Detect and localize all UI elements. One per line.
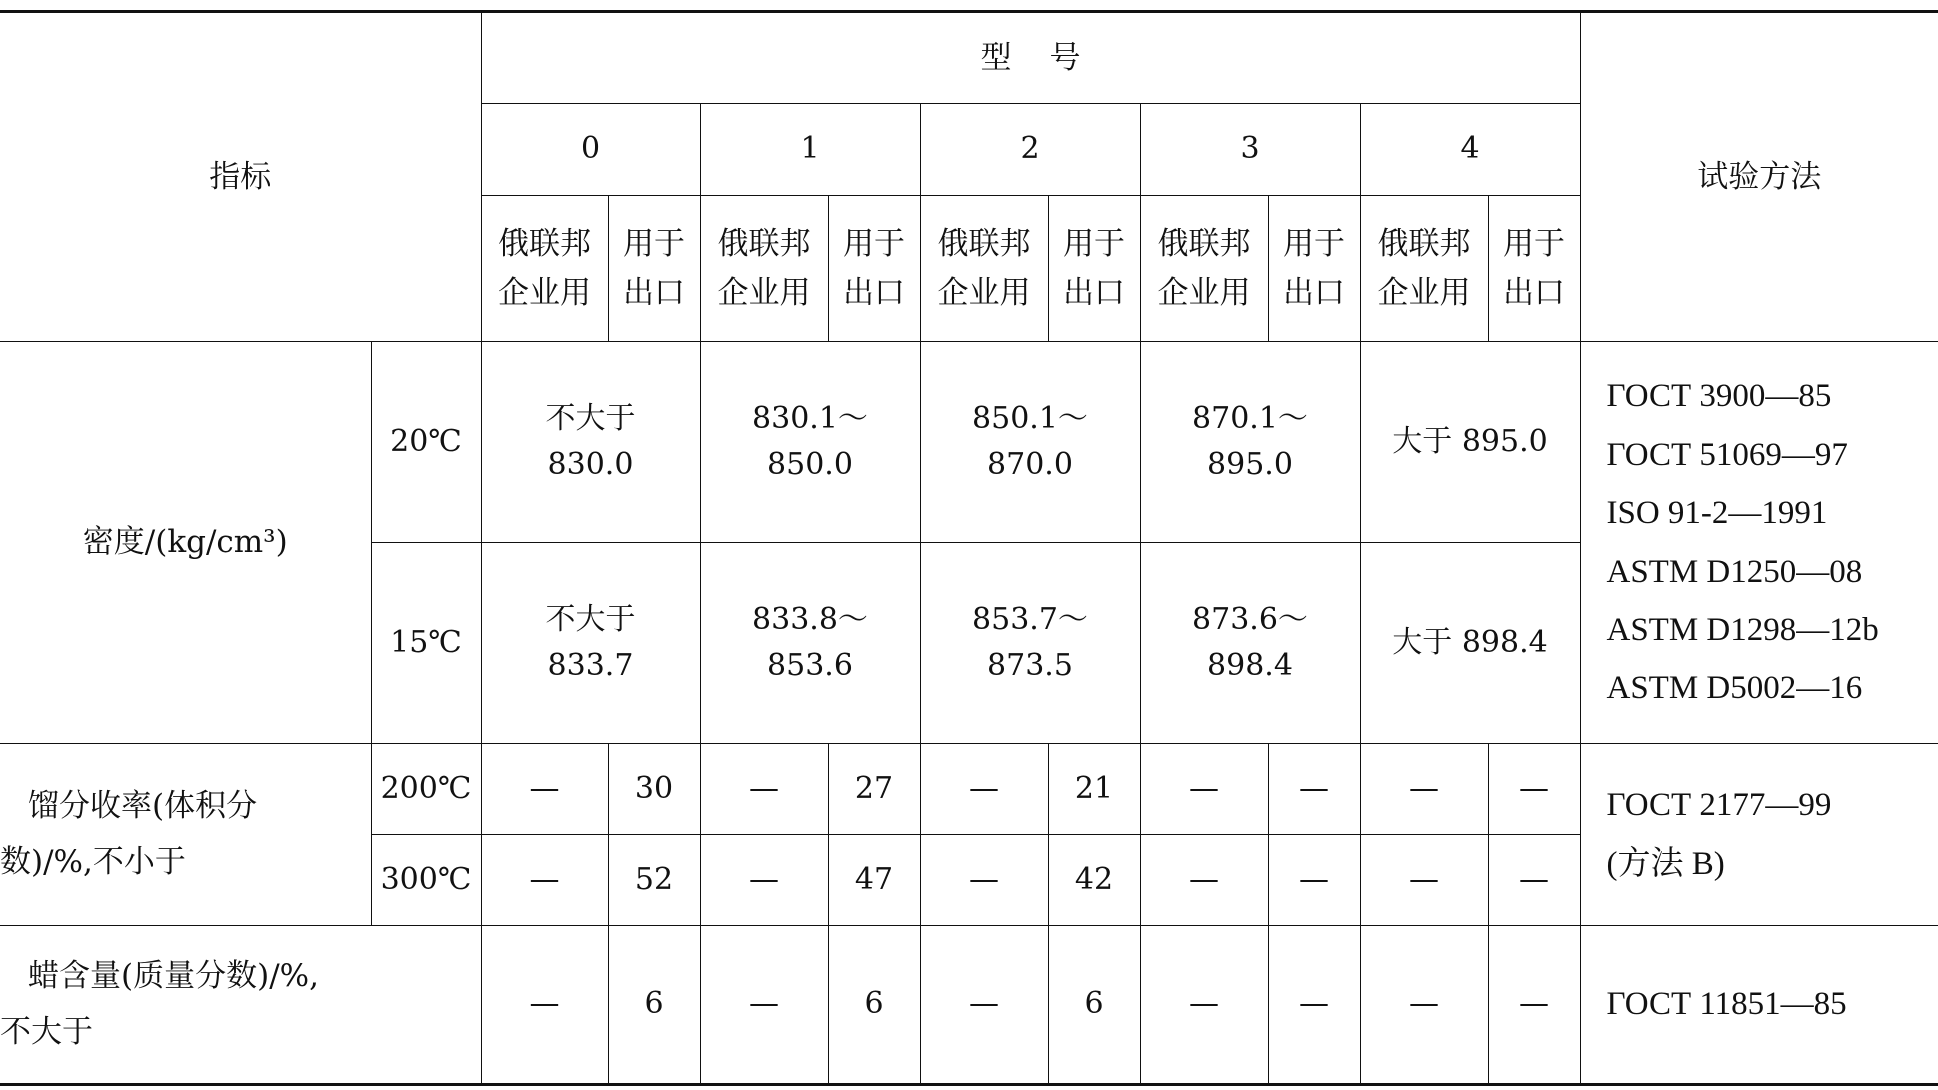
method-line: ГОСТ 2177—99 — [1606, 787, 1832, 824]
method-line: (方法 B) — [1606, 845, 1725, 882]
table-cell: — — [920, 926, 1048, 1085]
table-cell: — — [700, 926, 828, 1085]
method-line: ISO 91-2—1991 — [1606, 495, 1828, 532]
label-line: 不大于 — [0, 1013, 93, 1050]
russia-line2: 企业用 — [717, 274, 811, 311]
value-line: 833.7 — [547, 648, 634, 683]
density-20-type-4: 大于 895.0 — [1360, 342, 1580, 543]
value-line: 833.8～ — [752, 601, 868, 637]
type-1-header: 1 — [700, 104, 920, 196]
value-line: 873.6～ — [1192, 601, 1308, 637]
russia-enterprise-header — [700, 196, 828, 342]
value-line: 不大于 — [545, 601, 636, 637]
export-header — [828, 196, 920, 342]
table-cell: — — [1488, 835, 1580, 926]
value-line: 853.7～ — [972, 601, 1088, 637]
export-header — [1268, 196, 1360, 342]
table-cell: 30 — [608, 744, 700, 835]
model-header-text: 型号 — [980, 39, 1119, 76]
distillation-temp-300: 300℃ — [371, 835, 481, 926]
russia-enterprise-header — [920, 196, 1048, 342]
table-cell: 52 — [608, 835, 700, 926]
value-line: 853.6 — [767, 648, 853, 683]
table-cell: — — [700, 835, 828, 926]
method-header: 试验方法 — [1580, 12, 1938, 342]
table-cell: — — [1360, 926, 1488, 1085]
type-3-header: 3 — [1140, 104, 1360, 196]
density-15-type-0 — [481, 543, 700, 744]
export-header — [1488, 196, 1580, 342]
table-cell: — — [700, 744, 828, 835]
value-line: 850.1～ — [972, 400, 1088, 436]
russia-line1: 俄联邦 — [498, 226, 591, 263]
density-20-type-0 — [481, 342, 700, 543]
value-line: 830.0 — [547, 447, 634, 482]
label-line: 数)/%,不小于 — [0, 843, 186, 880]
label-line: 蜡含量(质量分数)/%, — [28, 957, 319, 994]
export-line1: 用于 — [1503, 226, 1565, 263]
value-line: 830.1～ — [752, 400, 868, 436]
density-methods — [1580, 342, 1938, 744]
header-row-model — [0, 12, 1938, 104]
value-line: 870.0 — [987, 447, 1073, 482]
wax-method: ГОСТ 11851—85 — [1580, 926, 1938, 1085]
table-cell: — — [1268, 926, 1360, 1085]
method-line: ГОСТ 3900—85 — [1606, 378, 1832, 415]
value-line: 850.0 — [767, 447, 853, 482]
density-15-type-4: 大于 898.4 — [1360, 543, 1580, 744]
table-cell: 6 — [828, 926, 920, 1085]
export-line2: 出口 — [1063, 274, 1125, 311]
density-20-type-3 — [1140, 342, 1360, 543]
export-line2: 出口 — [623, 274, 685, 311]
density-temp-15: 15℃ — [371, 543, 481, 744]
export-line2: 出口 — [1503, 274, 1565, 311]
russia-enterprise-header — [481, 196, 608, 342]
russia-line2: 企业用 — [937, 274, 1031, 311]
export-line1: 用于 — [1283, 226, 1345, 263]
wax-label — [0, 926, 481, 1085]
distillation-row-200 — [0, 744, 1938, 835]
distillation-temp-200: 200℃ — [371, 744, 481, 835]
table-cell: — — [920, 744, 1048, 835]
density-temp-20: 20℃ — [371, 342, 481, 543]
type-2-header: 2 — [920, 104, 1140, 196]
table-cell: — — [481, 926, 608, 1085]
density-row-20 — [0, 342, 1938, 543]
value-line: 873.5 — [987, 648, 1073, 683]
spec-table — [0, 10, 1938, 1086]
table-cell: — — [1268, 744, 1360, 835]
russia-enterprise-header — [1140, 196, 1268, 342]
model-header — [481, 12, 1580, 104]
method-line: ASTM D5002—16 — [1606, 670, 1863, 707]
russia-line2: 企业用 — [498, 274, 591, 311]
export-line1: 用于 — [1063, 226, 1125, 263]
table-cell: — — [1140, 744, 1268, 835]
value-line: 895.0 — [1207, 447, 1293, 482]
table-cell: 47 — [828, 835, 920, 926]
russia-line1: 俄联邦 — [717, 226, 811, 263]
method-line: ASTM D1250—08 — [1606, 553, 1863, 590]
table-cell: — — [1360, 835, 1488, 926]
distillation-label — [0, 744, 371, 926]
type-0-header: 0 — [481, 104, 700, 196]
type-4-header: 4 — [1360, 104, 1580, 196]
density-20-type-1 — [700, 342, 920, 543]
table-cell: 21 — [1048, 744, 1140, 835]
export-header — [608, 196, 700, 342]
russia-line1: 俄联邦 — [1157, 226, 1251, 263]
russia-line1: 俄联邦 — [937, 226, 1031, 263]
export-line1: 用于 — [623, 226, 685, 263]
table-cell: — — [1140, 835, 1268, 926]
table-cell: — — [1488, 744, 1580, 835]
table-cell: — — [1268, 835, 1360, 926]
wax-row — [0, 926, 1938, 1085]
method-line: ASTM D1298—12b — [1606, 611, 1879, 648]
density-label: 密度/(kg/cm³) — [0, 342, 371, 744]
value-line: 870.1～ — [1192, 400, 1308, 436]
table-cell: 6 — [608, 926, 700, 1085]
indicator-header: 指标 — [0, 12, 481, 342]
export-line2: 出口 — [843, 274, 905, 311]
export-header — [1048, 196, 1140, 342]
russia-line2: 企业用 — [1157, 274, 1251, 311]
density-15-type-3 — [1140, 543, 1360, 744]
table-cell: 27 — [828, 744, 920, 835]
table-cell: — — [920, 835, 1048, 926]
table-cell: — — [481, 835, 608, 926]
method-line: ГОСТ 51069—97 — [1606, 436, 1848, 473]
table-cell: — — [1360, 744, 1488, 835]
table-cell: — — [1140, 926, 1268, 1085]
label-line: 馏分收率(体积分 — [28, 787, 258, 824]
distillation-method — [1580, 744, 1938, 926]
value-line: 不大于 — [545, 400, 636, 436]
density-15-type-2 — [920, 543, 1140, 744]
table-cell: 6 — [1048, 926, 1140, 1085]
density-15-type-1 — [700, 543, 920, 744]
export-line2: 出口 — [1283, 274, 1345, 311]
table-cell: 42 — [1048, 835, 1140, 926]
russia-line2: 企业用 — [1377, 274, 1471, 311]
value-line: 898.4 — [1207, 648, 1293, 683]
export-line1: 用于 — [843, 226, 905, 263]
russia-line1: 俄联邦 — [1377, 226, 1471, 263]
table-cell: — — [481, 744, 608, 835]
density-20-type-2 — [920, 342, 1140, 543]
table-cell: — — [1488, 926, 1580, 1085]
russia-enterprise-header — [1360, 196, 1488, 342]
